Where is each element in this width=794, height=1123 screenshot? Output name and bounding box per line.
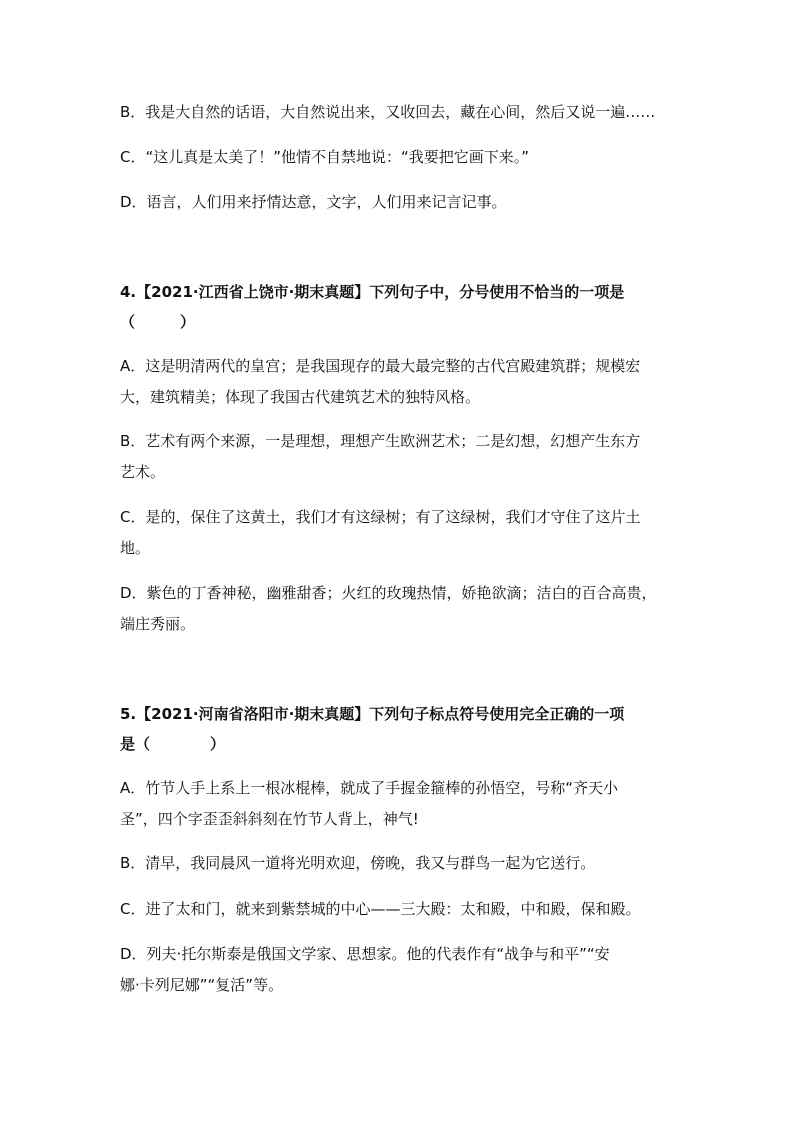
question-4-option-c-cont: 地。 [120,539,151,557]
question-5-stem: 5.【2021·河南省洛阳市·期末真题】下列句子标点符号使用完全正确的一项 [120,705,625,723]
question-4-stem: 4.【2021·江西省上饶市·期末真题】下列句子中，分号使用不恰当的一项是 [120,283,625,301]
question-5-option-d: D．列夫·托尔斯泰是俄国文学家、思想家。他的代表作有“战争与和平”“安 [120,945,610,963]
option-b-prev: B．我是大自然的话语，大自然说出来，又收回去，藏在心间，然后又说一遍…… [120,103,656,121]
question-5-option-b: B．清早，我同晨风一道将光明欢迎，傍晚，我又与群鸟一起为它送行。 [120,854,596,872]
question-5-option-a: A．竹节人手上系上一根冰棍棒，就成了手握金箍棒的孙悟空，号称“齐天小 [120,779,619,797]
question-5-option-d-cont: 娜·卡列尼娜”“复活”等。 [120,976,284,994]
question-4-option-a-cont: 大，建筑精美；体现了我国古代建筑艺术的独特风格。 [120,388,481,406]
question-4-option-d: D．紫色的丁香神秘，幽雅甜香；火红的玫瑰热情，娇艳欲滴；洁白的百合高贵， [120,584,657,602]
question-4-option-a: A．这是明清两代的皇宫；是我国现存的最大最完整的古代宫殿建筑群；规模宏 [120,357,641,375]
question-4-option-c: C．是的，保住了这黄土，我们才有这绿树；有了这绿树，我们才守住了这片土 [120,508,641,526]
question-4-answer-blank: （ ） [120,313,196,331]
question-5-option-c: C．进了太和门，就来到紫禁城的中心——三大殿：太和殿，中和殿，保和殿。 [120,900,641,918]
option-c-prev: C．“这儿真是太美了！”他情不自禁地说：“我要把它画下来。” [120,148,530,166]
question-5-option-a-cont: 圣”，四个字歪歪斜斜刻在竹节人背上，神气! [120,810,419,828]
option-d-prev: D．语言，人们用来抒情达意，文字，人们用来记言记事。 [120,193,507,211]
question-4-option-b-cont: 艺术。 [120,463,166,481]
question-5-answer-blank: 是（ ） [120,735,226,753]
question-4-option-d-cont: 端庄秀丽。 [120,615,196,633]
question-4-option-b: B．艺术有两个来源，一是理想，理想产生欧洲艺术；二是幻想，幻想产生东方 [120,432,641,450]
